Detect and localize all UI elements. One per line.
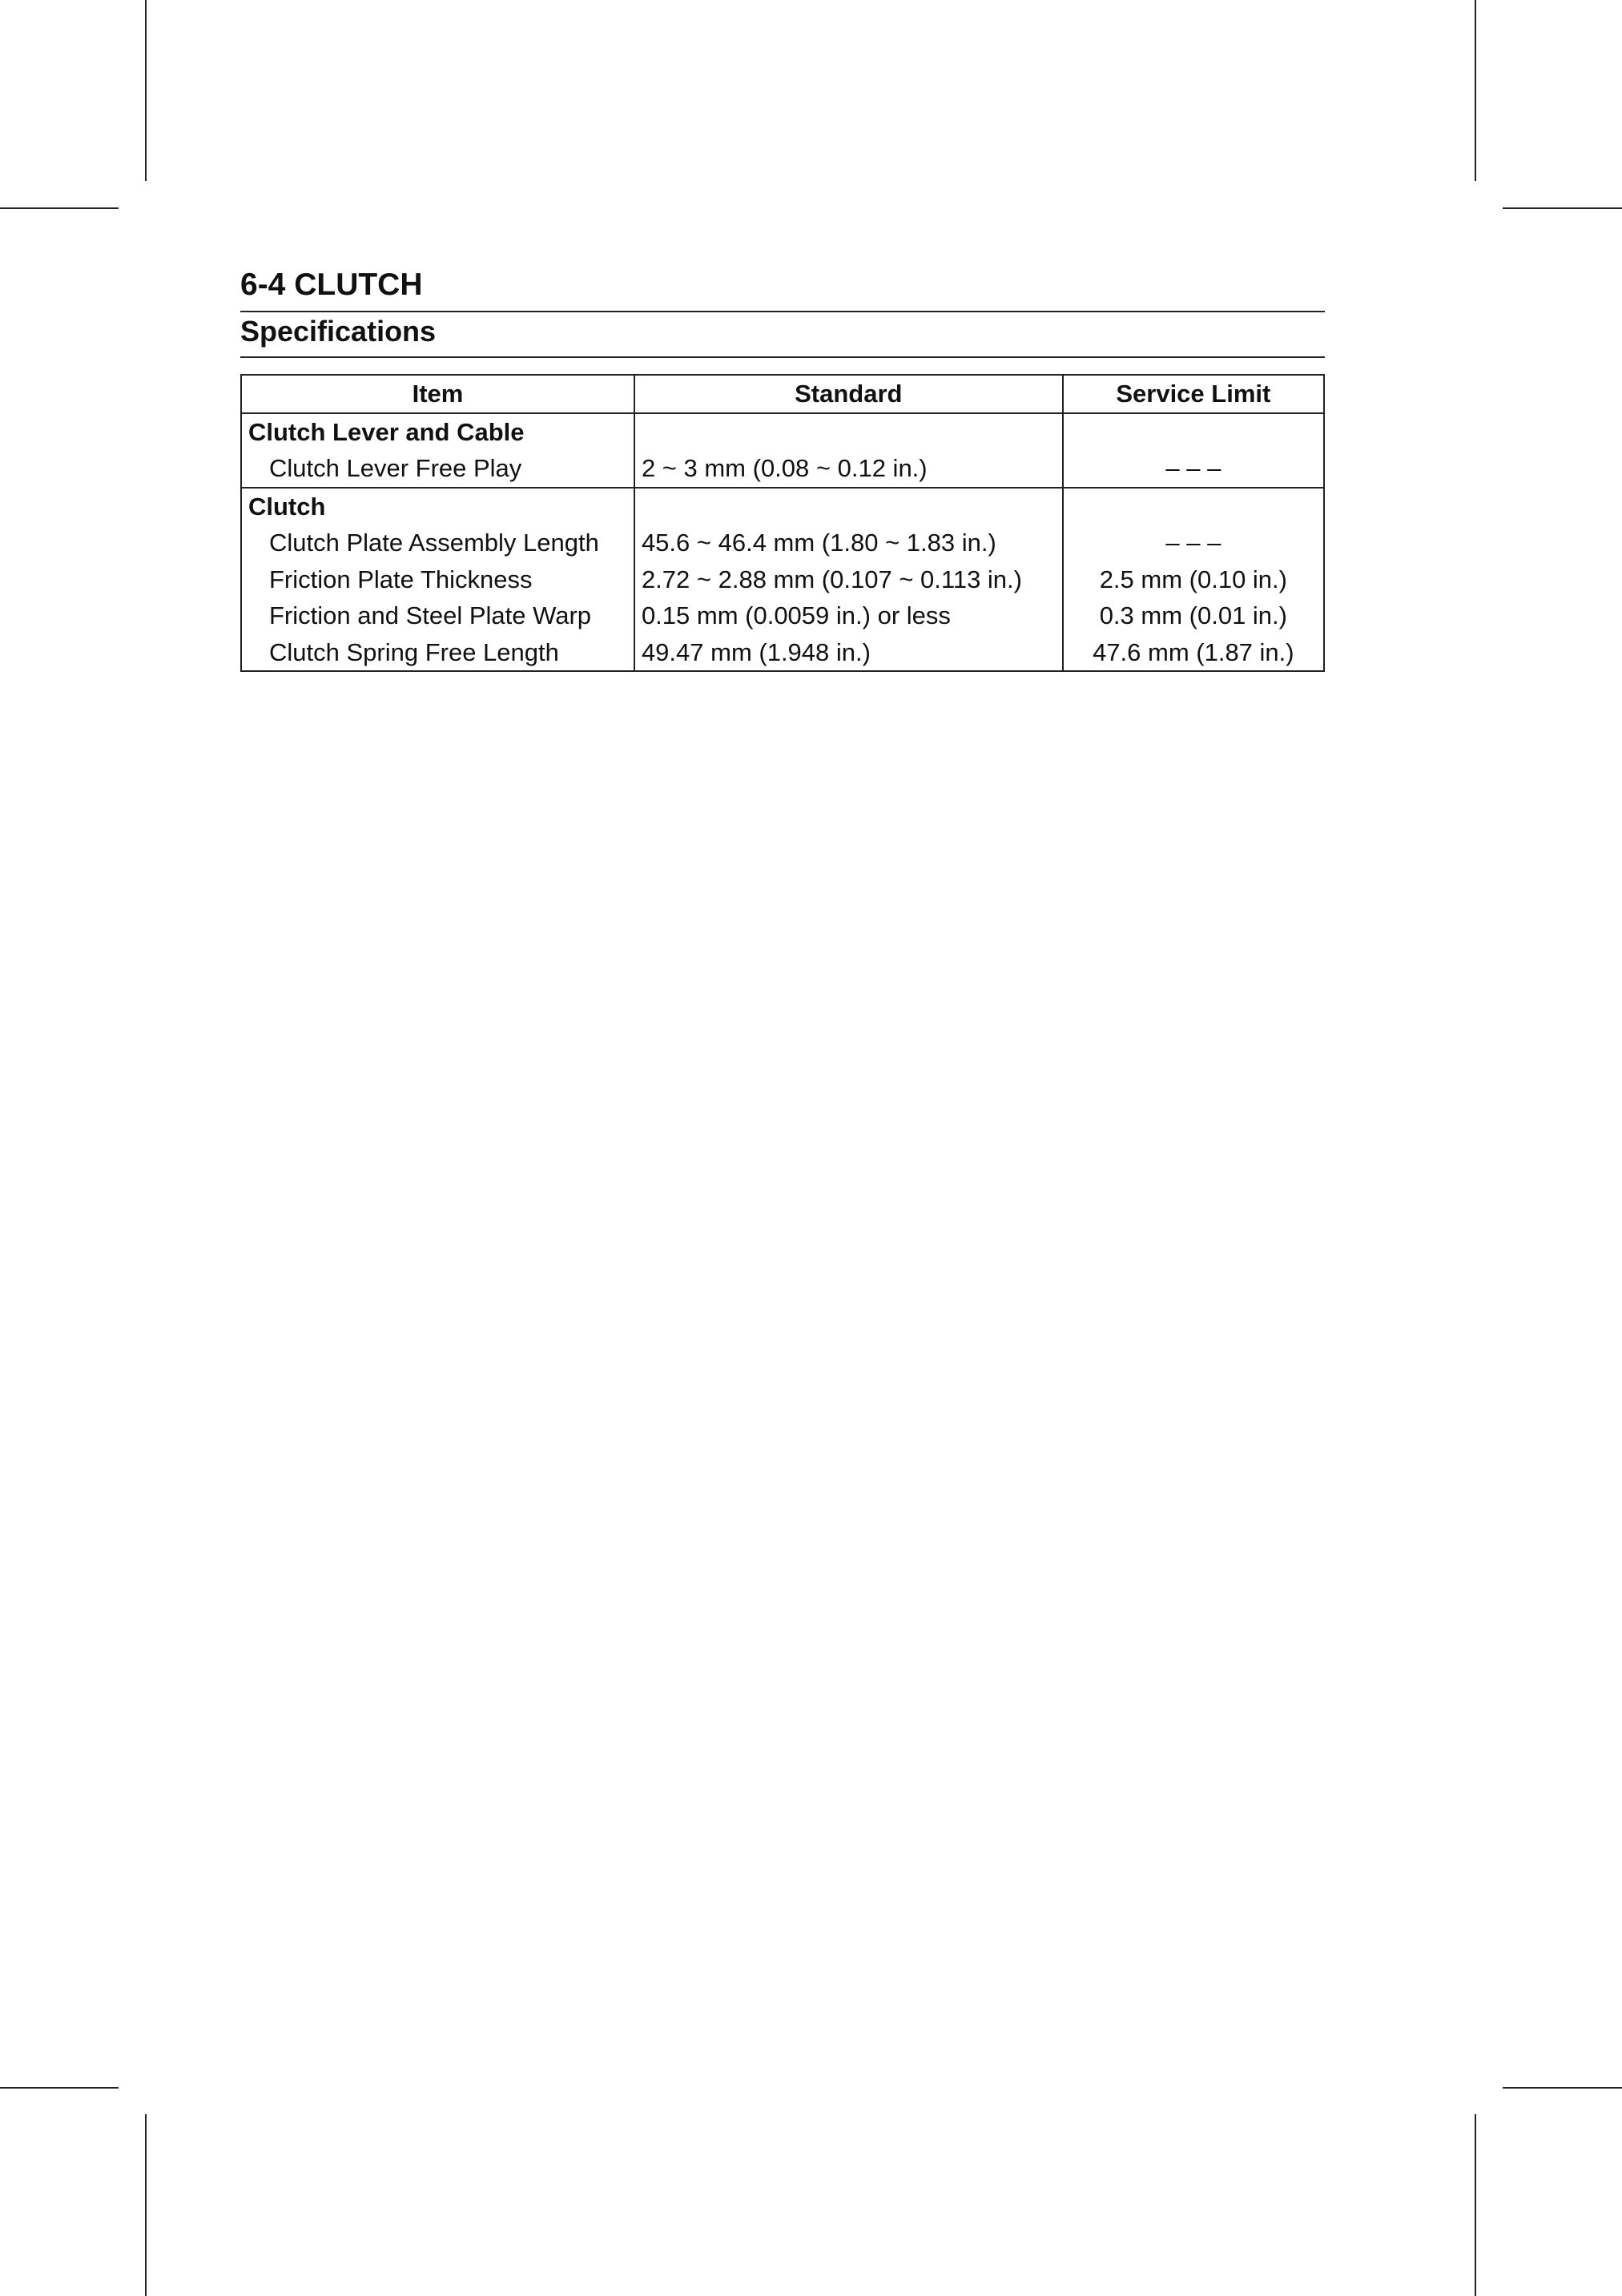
crop-mark-bottom-right-vertical bbox=[1475, 2114, 1476, 2296]
crop-mark-top-right-vertical bbox=[1475, 0, 1476, 181]
row-standard: 2 ~ 3 mm (0.08 ~ 0.12 in.) bbox=[634, 450, 1063, 488]
table-row bbox=[241, 597, 1324, 634]
table-row bbox=[241, 561, 1324, 598]
row-service-limit: 47.6 mm (1.87 in.) bbox=[1063, 634, 1324, 672]
chapter-title: 6-4 CLUTCH bbox=[240, 267, 423, 302]
section-title: Specifications bbox=[240, 315, 437, 348]
table-row bbox=[241, 450, 1324, 488]
row-item: Clutch Plate Assembly Length bbox=[241, 525, 634, 561]
table-row bbox=[241, 525, 1324, 561]
row-standard: 2.72 ~ 2.88 mm (0.107 ~ 0.113 in.) bbox=[634, 561, 1063, 598]
row-item: Friction and Steel Plate Warp bbox=[241, 597, 634, 634]
crop-mark-bottom-left-horizontal bbox=[0, 2087, 119, 2089]
group-name: Clutch bbox=[241, 488, 634, 525]
row-standard: 0.15 mm (0.0059 in.) or less bbox=[634, 597, 1063, 634]
row-item: Clutch Lever Free Play bbox=[241, 450, 634, 488]
crop-mark-bottom-left-vertical bbox=[145, 2114, 147, 2296]
row-standard: 49.47 mm (1.948 in.) bbox=[634, 634, 1063, 672]
group-row bbox=[241, 488, 1324, 525]
crop-mark-top-left-horizontal bbox=[0, 207, 119, 209]
column-header-standard: Standard bbox=[634, 375, 1063, 413]
header-rule-top bbox=[240, 311, 1325, 312]
group-name: Clutch Lever and Cable bbox=[241, 413, 634, 451]
table-row bbox=[241, 634, 1324, 672]
table-header-row bbox=[241, 375, 1324, 413]
group-row bbox=[241, 413, 1324, 451]
crop-mark-bottom-right-horizontal bbox=[1503, 2087, 1622, 2089]
crop-mark-top-left-vertical bbox=[145, 0, 147, 181]
column-header-service-limit: Service Limit bbox=[1063, 375, 1324, 413]
specifications-table bbox=[240, 374, 1325, 672]
row-service-limit: 2.5 mm (0.10 in.) bbox=[1063, 561, 1324, 598]
row-service-limit: 0.3 mm (0.01 in.) bbox=[1063, 597, 1324, 634]
row-service-limit: – – – bbox=[1063, 450, 1324, 488]
header-rule-bottom bbox=[240, 356, 1325, 358]
column-header-item: Item bbox=[241, 375, 634, 413]
row-standard: 45.6 ~ 46.4 mm (1.80 ~ 1.83 in.) bbox=[634, 525, 1063, 561]
row-service-limit: – – – bbox=[1063, 525, 1324, 561]
row-item: Friction Plate Thickness bbox=[241, 561, 634, 598]
crop-mark-top-right-horizontal bbox=[1503, 207, 1622, 209]
row-item: Clutch Spring Free Length bbox=[241, 634, 634, 672]
